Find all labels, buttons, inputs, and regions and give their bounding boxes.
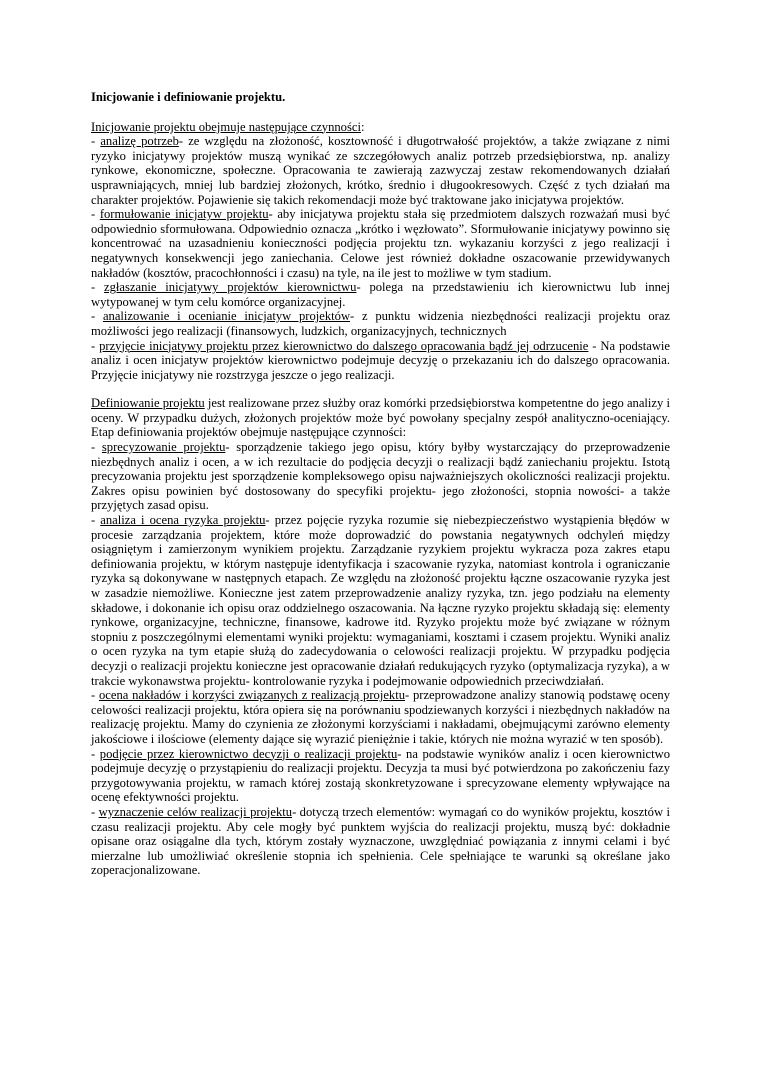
item-term: wyznaczenie celów realizacji projektu: [98, 804, 293, 819]
item-term: sprecyzowanie projektu: [101, 440, 226, 455]
item-dash: -: [91, 440, 102, 455]
item-text: - przeprowadzone analizy stanowią podstawę oceny celowości realizacji projektu, która opiera się na porównaniu spodziewanych korzyści i niezbędnych nakładów na realizację projektu. Mamy do czynienia ze złożonymi korzyściami i nakładami, obejmującymi zarówno elementy jakościowe i ilościowe (elementy dające się wyrazić pieniężnie i takie, których nie można wyrazić w ten sposób).: [91, 688, 670, 746]
list-item: [91, 747, 670, 805]
document-title: Inicjowanie i definiowanie projektu.: [91, 90, 286, 104]
item-dash: -: [91, 207, 100, 222]
list-item: [91, 280, 670, 309]
item-text: - sporządzenie takiego jego opisu, który byłby wystarczający do przeprowadzenie niezbędnych analiz i ocen, a w ich rezultacie do podjęcia decyzji o realizacji bądź zaniechaniu projektu. Istotą precyzowania projektu jest sporządzenie kompleksowego opisu najważniejszych okoliczności realizacji projektu. Zakres opisu powinien być dostosowany do specyfiki projektu- jego złożoności, stopnia nowości- a także przyjętych zasad opisu.: [91, 440, 671, 513]
item-term: podjęcie przez kierownictwo decyzji o realizacji projektu: [99, 746, 398, 761]
item-dash: -: [91, 338, 100, 353]
item-text: - z punktu widzenia niezbędności realizacji projektu oraz możliwości jego realizacji (finansowych, ludzkich, organizacyjnych, technicznych: [91, 309, 671, 338]
item-dash: -: [91, 513, 101, 528]
item-text: - dotyczą trzech elementów: wymagań co do wyników projektu, kosztów i czasu realizacji projektu. Aby cele mogły być punktem wyjścia do realizacji projektu, muszą być: dokładnie opisane oraz osiągalne dla tych, którym zostały wyznaczone, uwzględniać powiązania z innymi celami i być mierzalne lub umożliwiać określenie stopnia ich spełnienia. Cele spełniające te warunki są określane jako zoperacjonalizowane.: [91, 804, 670, 878]
item-term: analizowanie i ocenianie inicjatyw projektów: [102, 309, 351, 324]
item-text: - ze względu na złożoność, kosztowność i długotrwałość projektów, a także związane z nimi ryzyko inicjatywy projektów muszą wynikać ze szczegółowych analiz potrzeb przedsiębiorstwa, np. analizy rynkowe, ekonomiczne, społeczne. Opracowania te zawierają zazwyczaj zestaw rekomendowanych działań usprawniających, mniej lub bardziej złożonych, krótko, średnio i długookresowych. Część z tych działań ma charakter projektów. Pojawienie się takich rekomendacji może być traktowane jako inicjatywa projektów.: [91, 134, 670, 207]
list-item: [91, 805, 670, 878]
list-item: [91, 688, 670, 746]
item-text: - przez pojęcie ryzyka rozumie się niebezpieczeństwo wystąpienia błędów w procesie zarządzania projektem, które może doprowadzić do powstania negatywnych odchyleń między osiągniętym i zamierzonym wynikiem projektu. Zarządzanie ryzykiem projektu wykracza poza zakres etapu definiowania projektu, w którym następuje identyfikacja i szacowanie ryzyka, natomiast kontrola i ograniczanie ryzyka są dokonywane w następnych etapach. Ze względu na złożoność projektu łączne oszacowanie ryzyka jest w zasadzie niemożliwe. Konieczne jest zatem przeprowadzenie analizy ryzyka, tzn. jego podziału na elementy składowe, i dokonanie ich opisu oraz oddzielnego oszacowania. Na łączne ryzyko projektu składają się: elementy rynkowe, organizacyjne, techniczne, finansowe, kadrowe itd. Ryzyko projektu może być związane w różnym stopniu z poszczególnymi elementami wyniki projektu: wymaganiami, kosztami i czasem projektu. Wyniki analiz o ocen ryzyka na tym etapie służą do zadecydowania o celowości realizacji projektu. W przypadku podjęcia decyzji o realizacji projektu konieczne jest opracowanie działań redukujących ryzyko (optymalizacja ryzyka), a w trakcie wykonawstwa projektu- kontrolowanie ryzyka i podejmowanie odpowiednich przeciwdziałań.: [91, 513, 671, 688]
item-term: analiza i ocena ryzyka projektu: [100, 513, 266, 528]
section1-intro: [91, 120, 670, 135]
item-dash: -: [91, 280, 105, 295]
list-item: [91, 339, 670, 383]
section2-intro: [91, 396, 670, 440]
item-text: - polega na przedstawieniu ich kierownictwu lub innej wytypowanej w tym celu komórce organizacyjnej.: [91, 280, 671, 309]
section1-intro-heading: Inicjowanie projektu obejmuje następujące czynności: [91, 119, 361, 134]
section2-intro-heading: Definiowanie projektu: [91, 396, 205, 411]
item-term: przyjęcie inicjatywy projektu przez kierownictwo do dalszego opracowania bądź jej odrzucenie: [99, 338, 589, 353]
item-term: analizę potrzeb: [100, 134, 179, 149]
item-term: ocena nakładów i korzyści związanych z realizacją projektu: [98, 688, 406, 703]
list-item: [91, 309, 670, 338]
item-dash: -: [91, 309, 103, 324]
item-dash: -: [91, 804, 99, 819]
list-item: [91, 207, 670, 280]
list-item: [91, 440, 670, 513]
section2-intro-text: jest realizowane przez służby oraz komórki przedsiębiorstwa kompetentne do jego analizy i oceny. W przypadku dużych, złożonych projektów może być powołany specjalny zespół analityczno-oceniający. Etap definiowania projektów obejmuje następujące czynności:: [91, 396, 670, 440]
item-text: - na podstawie wyników analiz i ocen kierownictwo podejmuje decyzję o przystąpieniu do realizacji projektu. Decyzja ta musi być potwierdzona po zakończeniu fazy przygotowywania projektu, w ramach której zostają skonkretyzowane i sprecyzowane elementy wpływające na ocenę efektywności projektu.: [91, 746, 670, 805]
list-item: [91, 134, 670, 207]
item-dash: -: [91, 688, 99, 703]
list-item: [91, 513, 670, 688]
item-term: zgłaszanie inicjatywy projektów kierownictwu: [104, 280, 357, 295]
item-dash: -: [91, 746, 100, 761]
item-dash: -: [91, 134, 101, 149]
section1-intro-colon: :: [360, 119, 365, 134]
item-text: - aby inicjatywa projektu stała się przedmiotem dalszych rozważań musi być odpowiednio sformułowana. Odpowiednio oznacza „krótko i węzłowato”. Sformułowanie inicjatywy powinno się koncentrować na uzasadnieniu konieczności podjęcia projektu tzn. wykazaniu korzyści z jego realizacji i negatywnych konsekwencji jego zaniechania. Celowe jest również dokładne oszacowanie przewidywanych nakładów (kosztów, pracochłonności i czasu) na tyle, na ile jest to możliwe w tym stadium.: [91, 207, 670, 280]
item-text: - Na podstawie analiz i ocen inicjatyw projektów kierownictwo podejmuje decyzję o przekazaniu ich do dalszego opracowania. Przyjęcie inicjatywy nie rozstrzyga jeszcze o jego realizacji.: [91, 338, 671, 382]
item-term: formułowanie inicjatyw projektu: [99, 207, 269, 222]
